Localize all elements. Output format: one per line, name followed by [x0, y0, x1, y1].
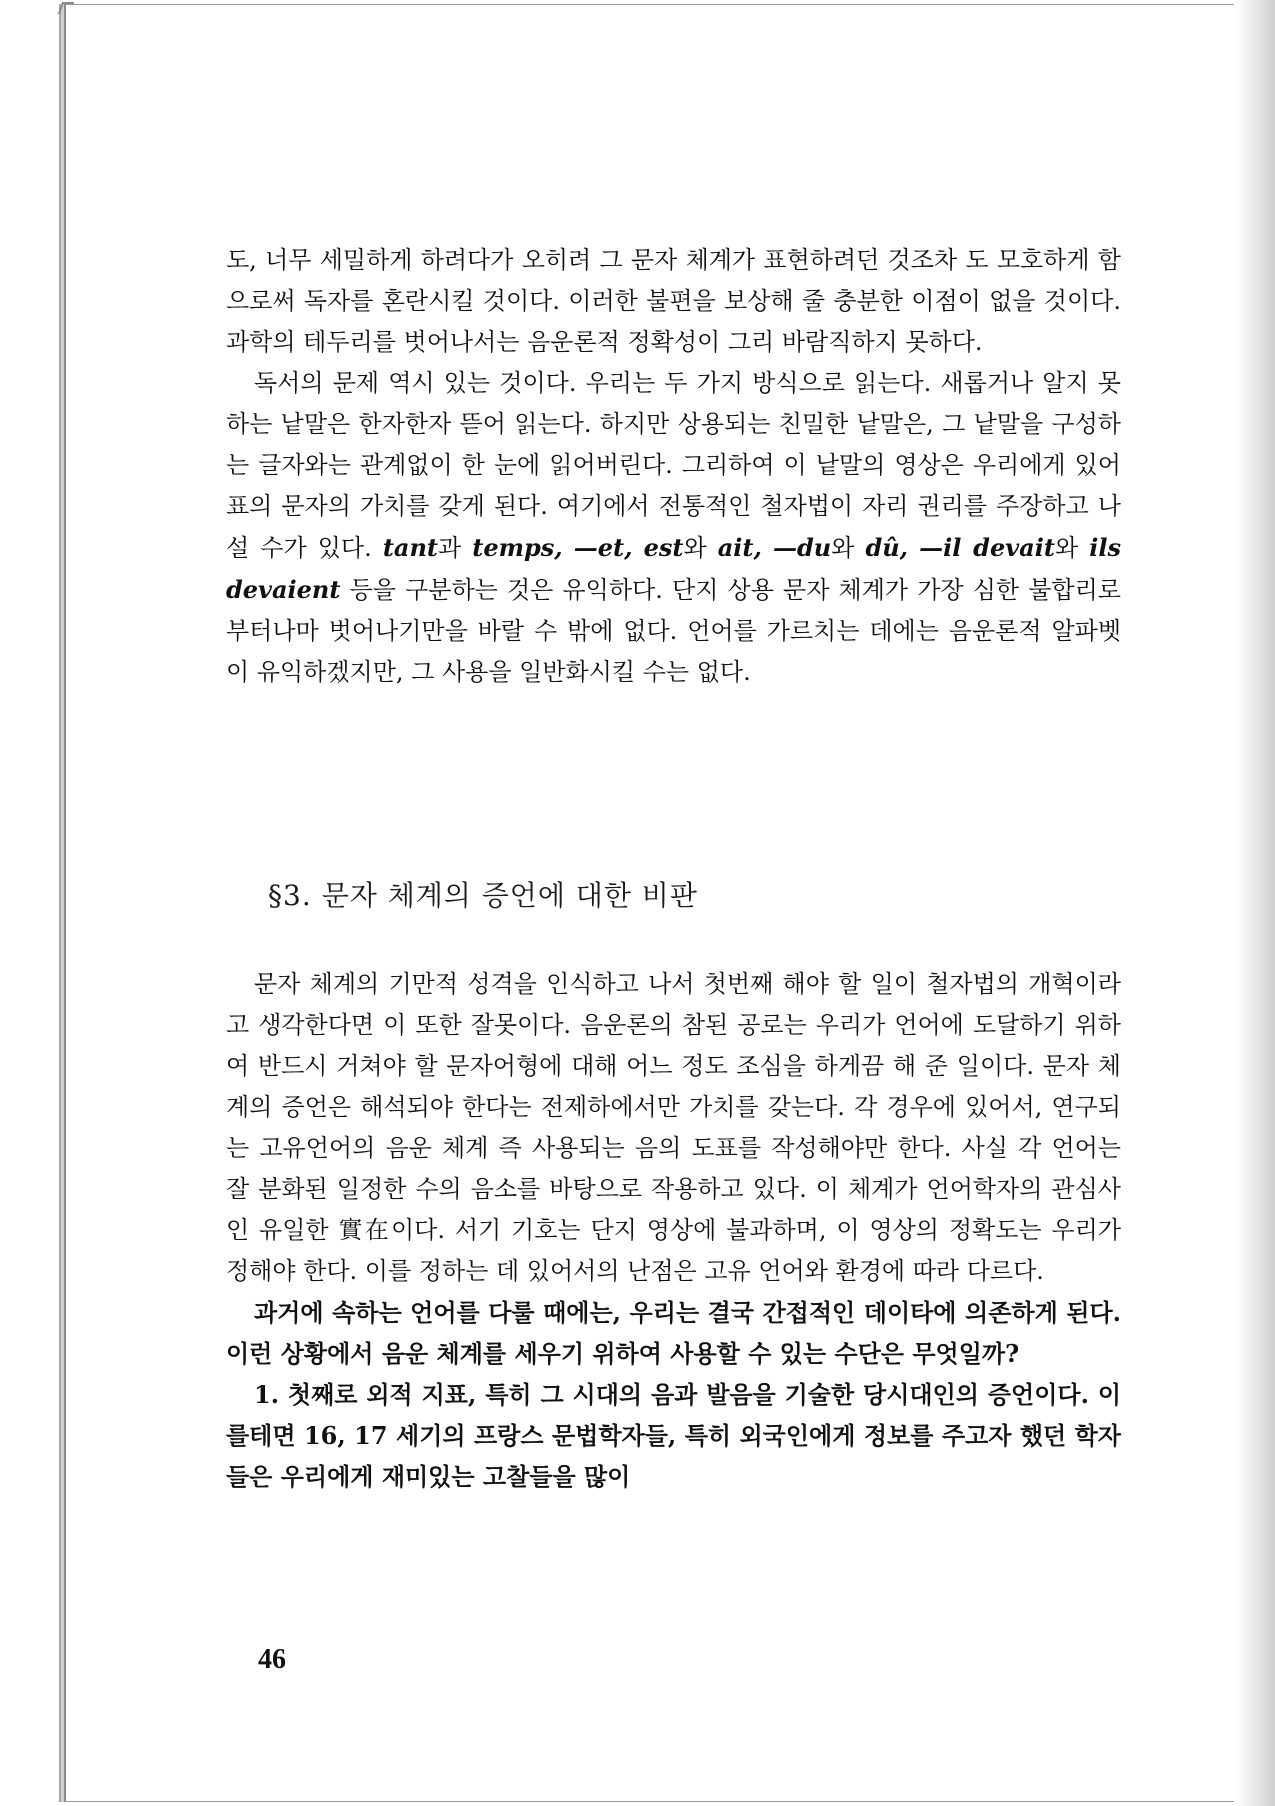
page-edge-shadow	[1235, 0, 1275, 1806]
page-number: 46	[258, 1644, 286, 1675]
paragraph-1: 도, 너무 세밀하게 하려다가 오히려 그 문자 체계가 표현하려던 것조차 도 모호하게 함으로써 독자를 혼란시킬 것이다. 이러한 불편을 보상해 줄 충분한 이점이 없을 것이다. 과학의 테두리를 벗어나서는 음운론적 정확성이 그리 바람직하지 못하다.	[226, 246, 1121, 356]
french-example-4: est	[643, 533, 684, 562]
french-example-3: —et,	[573, 533, 633, 562]
text-block-lower	[226, 964, 1121, 1497]
french-example-5: ait,	[717, 533, 762, 562]
connector-word: 와	[683, 534, 707, 562]
paragraph-4: 과거에 속하는 언어를 다룰 때에는, 우리는 결국 간접적인 데이타에 의존하게 된다. 이런 상황에서 음운 체계를 세우기 위하여 사용할 수 있는 수단은 무엇일까?	[226, 1298, 1121, 1368]
french-example-8: —il devait	[919, 533, 1055, 562]
section-number: §3.	[268, 879, 312, 912]
french-example-2: temps,	[472, 533, 563, 562]
connector-word: 과	[437, 534, 462, 562]
french-example-1: tant	[382, 533, 438, 562]
paragraph-2	[226, 363, 1121, 693]
text-block-upper	[226, 240, 1121, 693]
connector-word: 와	[831, 534, 855, 562]
french-example-9: ils devaient	[226, 533, 1121, 604]
connector-word: 와	[1054, 534, 1079, 562]
section-heading	[268, 874, 708, 914]
paragraph-2-text-b: 등을 구분하는 것은 유익하다. 단지 상용 문자 체계가 가장 심한 불합리로부터나마 벗어나기만을 바랄 수 밖에 없다. 언어를 가르치는 데에는 음운론적 알파벳이 유익하겠지만, 그 사용을 일반화시킬 수는 없다.	[226, 576, 1121, 686]
section-title: 문자 체계의 증언에 대한 비판	[321, 879, 698, 912]
french-example-6: —du	[772, 533, 832, 562]
paragraph-2-text-a: 독서의 문제 역시 있는 것이다. 우리는 두 가지 방식으로 읽는다. 새롭거나 알지 못하는 낱말은 한자한자 뜯어 읽는다. 하지만 상용되는 친밀한 낱말은, 그 낱말을 구성하는 글자와는 관계없이 한 눈에 읽어버린다. 그리하여 이 낱말의 영상은 우리에게 있어 표의 문자의 가치를 갖게 된다. 여기에서 전통적인 철자법이 자리 권리를 주장하고 나설 수가 있다.	[226, 369, 1121, 562]
paragraph-5: 1. 첫째로 외적 지표, 특히 그 시대의 음과 발음을 기술한 당시대인의 증언이다. 이를테면 16, 17 세기의 프랑스 문법학자들, 특히 외국인에게 정보를 주고자 했던 학자들은 우리에게 재미있는 고찰들을 많이	[226, 1380, 1121, 1491]
french-example-7: dû,	[865, 533, 909, 562]
paragraph-3: 문자 체계의 기만적 성격을 인식하고 나서 첫번째 해야 할 일이 철자법의 개혁이라고 생각한다면 이 또한 잘못이다. 음운론의 참된 공로는 우리가 언어에 도달하기 위하여 반드시 거쳐야 할 문자어형에 대해 어느 정도 조심을 하게끔 해 준 일이다. 문자 체계의 증언은 해석되야 한다는 전제하에서만 가치를 갖는다. 각 경우에 있어서, 연구되는 고유언어의 음운 체계 즉 사용되는 음의 도표를 작성해야만 한다. 사실 각 언어는 잘 분화된 일정한 수의 음소를 바탕으로 작용하고 있다. 이 체계가 언어학자의 관심사인 유일한 實在이다. 서기 기호는 단지 영상에 불과하며, 이 영상의 정확도는 우리가 정해야 한다. 이를 정하는 데 있어서의 난점은 고유 언어와 환경에 따라 다르다.	[226, 970, 1121, 1285]
